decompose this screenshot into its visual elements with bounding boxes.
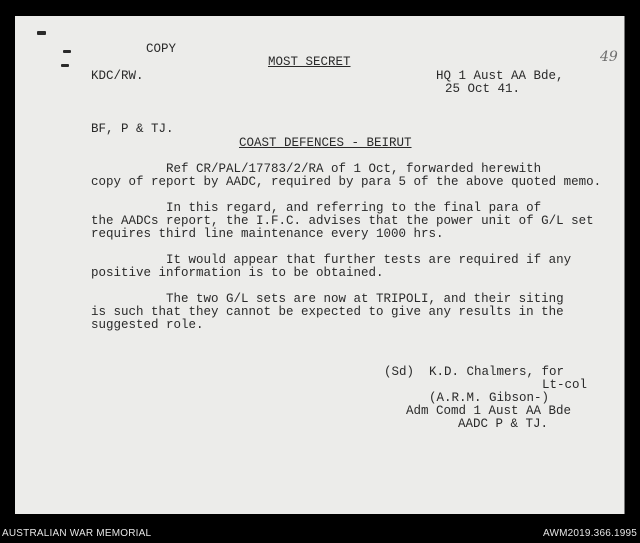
copy-label: COPY (146, 42, 177, 56)
signature-rank: Lt-col (542, 378, 588, 392)
signature-title: Adm Comd 1 Aust AA Bde (406, 404, 572, 418)
body-line: the AADCs report, the I.F.C. advises that the power unit of G/L set (91, 214, 594, 228)
body-line: positive information is to be obtained. (91, 266, 384, 280)
signature-line: (Sd) K.D. Chalmers, for (384, 365, 565, 379)
signature-name: (A.R.M. Gibson-) (429, 391, 550, 405)
body-line: The two G/L sets are now at TRIPOLI, and their siting (91, 292, 564, 306)
file-reference: KDC/RW. (91, 69, 144, 83)
folio-number: 49 (600, 49, 618, 65)
addressee: BF, P & TJ. (91, 122, 174, 136)
body-line: Ref CR/PAL/17783/2/RA of 1 Oct, forwarded herewith (91, 162, 542, 176)
hq-address: HQ 1 Aust AA Bde, (436, 69, 564, 83)
body-line: suggested role. (91, 318, 204, 332)
document-date: 25 Oct 41. (445, 82, 521, 96)
punch-mark (61, 64, 69, 67)
document-page (15, 16, 625, 514)
footer-accession-number: AWM2019.366.1995 (542, 528, 637, 539)
body-line: requires third line maintenance every 1000 hrs. (91, 227, 444, 241)
punch-mark (37, 31, 46, 35)
classification-heading: MOST SECRET (268, 55, 351, 69)
archive-footer (0, 528, 640, 543)
subject-heading: COAST DEFENCES - BEIRUT (239, 136, 412, 150)
body-line: In this regard, and referring to the final para of (91, 201, 542, 215)
signature-unit: AADC P & TJ. (458, 417, 549, 431)
punch-mark (63, 50, 71, 53)
body-line: copy of report by AADC, required by para 5 of the above quoted memo. (91, 175, 602, 189)
footer-institution: AUSTRALIAN WAR MEMORIAL (2, 528, 152, 539)
body-line: is such that they cannot be expected to give any results in the (91, 305, 564, 319)
body-line: It would appear that further tests are required if any (91, 253, 572, 267)
